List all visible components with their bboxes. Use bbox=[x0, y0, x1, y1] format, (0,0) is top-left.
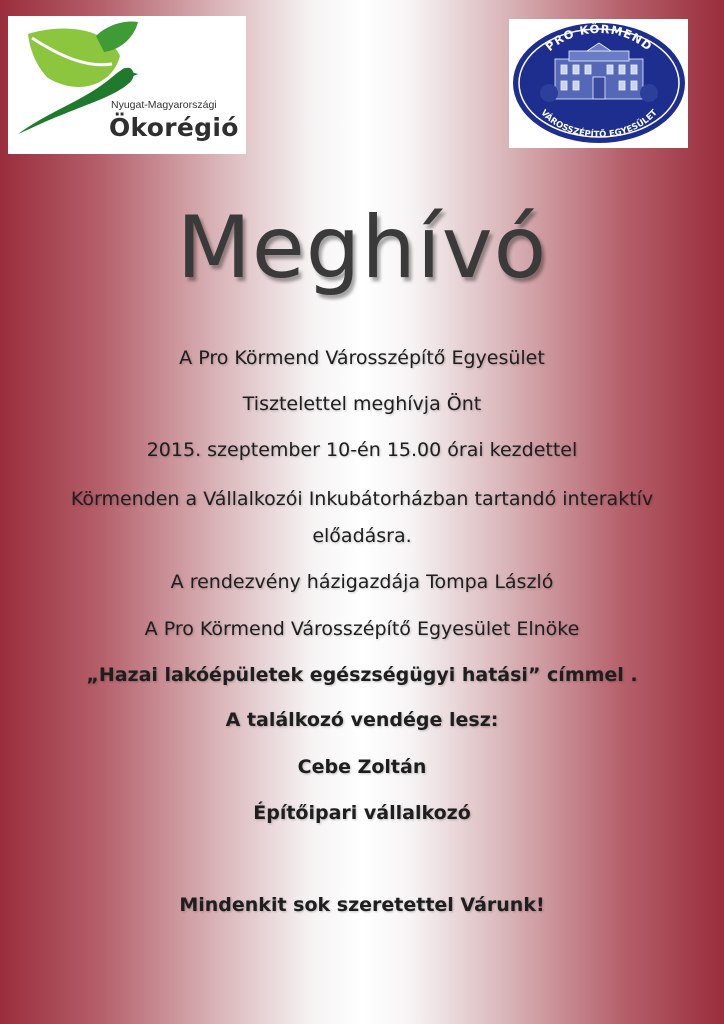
guest-name: Cebe Zoltán bbox=[297, 756, 427, 778]
host-title-line: A Pro Körmend Városszépítő Egyesület Elnöke bbox=[144, 618, 580, 640]
date-time-line: 2015. szeptember 10-én 15.00 órai kezdettel bbox=[146, 439, 578, 461]
invitation-line: Tisztelettel meghívja Önt bbox=[242, 393, 482, 415]
page-title: Meghívó bbox=[176, 198, 548, 298]
okoregio-logo bbox=[8, 16, 246, 154]
location-line: Körmenden a Vállalkozói Inkubátorházban tartandó interaktív előadásra. bbox=[70, 488, 654, 547]
logo-subtitle: Nyugat-Magyarországi bbox=[111, 99, 217, 111]
logo-name: Ökorégió bbox=[109, 113, 239, 142]
pro-kormend-emblem bbox=[509, 19, 688, 148]
logo-top-text: PRO KÖRMEND bbox=[542, 21, 656, 54]
pro-kormend-logo bbox=[509, 19, 688, 148]
guest-profession: Építőipari vállalkozó bbox=[253, 802, 471, 824]
logo-bottom-text: VÁROSSZÉPÍTŐ EGYESÜLET bbox=[538, 107, 660, 141]
guest-intro-line: A találkozó vendége lesz: bbox=[225, 709, 499, 731]
organizer-line: A Pro Körmend Városszépítő Egyesület bbox=[179, 347, 545, 369]
lecture-title-line: „Hazai lakóépületek egészségügyi hatási” címmel . bbox=[86, 664, 638, 686]
host-line: A rendezvény házigazdája Tompa László bbox=[170, 571, 554, 593]
closing-line: Mindenkit sok szeretettel Várunk! bbox=[179, 894, 545, 916]
